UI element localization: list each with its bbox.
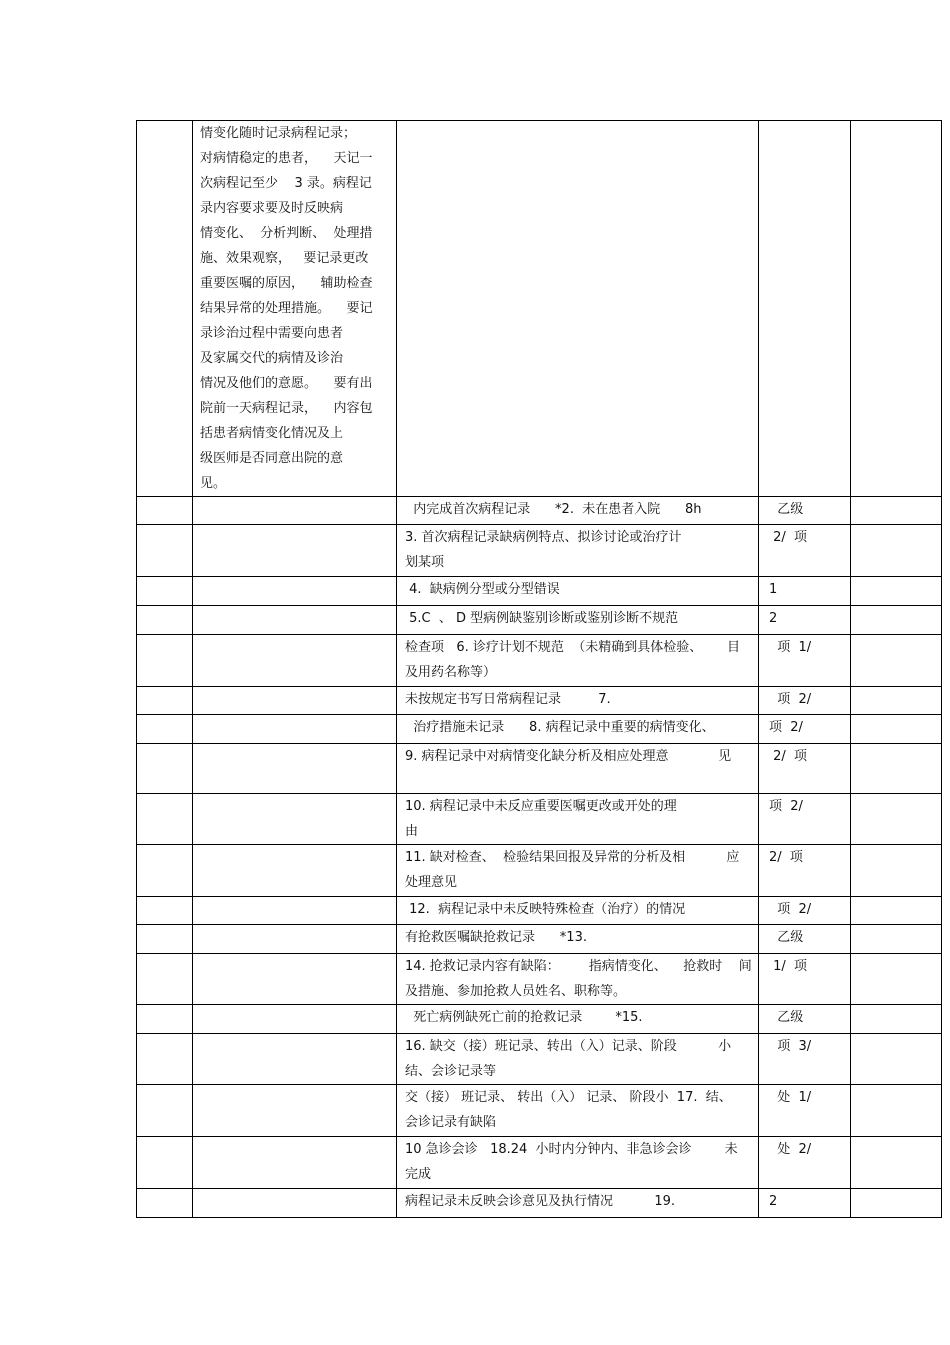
- standard-line: 次病程记至少 3 录。病程记: [200, 176, 372, 191]
- index-cell: [137, 577, 193, 606]
- score-cell: [759, 1034, 851, 1085]
- table-row: [137, 715, 942, 744]
- remark-cell: [851, 794, 942, 845]
- index-cell: [137, 744, 193, 794]
- item-text: 12. 病程记录中未反映特殊检查（治疗）的情况: [405, 902, 686, 917]
- assessment-table: [136, 120, 942, 1218]
- item-text: 3. 首次病程记录缺病例特点、拟诊讨论或治疗计: [405, 530, 682, 545]
- item-cell: [397, 715, 759, 744]
- standard-line: 情变化、 分析判断、 处理措: [200, 226, 373, 241]
- standard-cell: [193, 121, 397, 497]
- item-text: 病程记录未反映会诊意见及执行情况 19.: [405, 1194, 675, 1209]
- item-cell: [397, 794, 759, 845]
- standard-line: 情况及他们的意愿。 要有出: [200, 376, 373, 391]
- table-row: [137, 525, 942, 577]
- standard-line: 及家属交代的病情及诊治: [200, 351, 344, 366]
- score-text: 项 2/: [769, 902, 812, 917]
- standard-cell: [193, 897, 397, 925]
- score-text: 2: [769, 1194, 778, 1209]
- item-text: 及用药名称等）: [405, 665, 497, 680]
- score-text: 处 2/: [769, 1142, 812, 1157]
- standard-cell: [193, 1189, 397, 1218]
- score-text: 乙级: [769, 930, 804, 945]
- score-cell: [759, 577, 851, 606]
- item-text: 死亡病例缺死亡前的抢救记录 *15.: [405, 1010, 643, 1025]
- index-cell: [137, 1005, 193, 1034]
- standard-cell: [193, 577, 397, 606]
- score-cell: [759, 954, 851, 1005]
- standard-cell: [193, 845, 397, 897]
- index-cell: [137, 1034, 193, 1085]
- item-text: 5.C 、 D 型病例缺鉴别诊断或鉴别诊断不规范: [405, 611, 679, 626]
- index-cell: [137, 1189, 193, 1218]
- index-cell: [137, 1085, 193, 1137]
- remark-cell: [851, 1085, 942, 1137]
- item-text: 11. 缺对检查、 检验结果回报及异常的分析及相 应: [405, 850, 740, 865]
- item-cell: [397, 121, 759, 497]
- score-cell: [759, 635, 851, 687]
- table-row: [137, 897, 942, 925]
- item-text: 结、会诊记录等: [405, 1064, 497, 1079]
- index-cell: [137, 525, 193, 577]
- table-row: [137, 606, 942, 635]
- score-text: 2/ 项: [769, 850, 803, 865]
- table-row: [137, 635, 942, 687]
- item-text: 10 急诊会诊 18.24 小时内分钟内、非急诊会诊 未: [405, 1142, 738, 1157]
- item-text: 10. 病程记录中未反应重要医嘱更改或开处的理: [405, 799, 677, 814]
- standard-cell: [193, 1034, 397, 1085]
- score-cell: [759, 497, 851, 525]
- remark-cell: [851, 897, 942, 925]
- score-text: 2/ 项: [769, 530, 808, 545]
- remark-cell: [851, 687, 942, 715]
- standard-line: 结果异常的处理措施。 要记: [200, 301, 373, 316]
- index-cell: [137, 794, 193, 845]
- score-cell: [759, 121, 851, 497]
- standard-cell: [193, 1137, 397, 1189]
- item-cell: [397, 687, 759, 715]
- remark-cell: [851, 715, 942, 744]
- item-cell: [397, 925, 759, 954]
- score-cell: [759, 1085, 851, 1137]
- standard-cell: [193, 794, 397, 845]
- score-cell: [759, 1137, 851, 1189]
- score-cell: [759, 606, 851, 635]
- item-text: 有抢救医嘱缺抢救记录 *13.: [405, 930, 587, 945]
- standard-cell: [193, 1085, 397, 1137]
- score-cell: [759, 845, 851, 897]
- score-text: 1: [769, 582, 778, 597]
- item-text: 治疗措施未记录 8. 病程记录中重要的病情变化、: [405, 720, 715, 735]
- table-row: [137, 794, 942, 845]
- remark-cell: [851, 525, 942, 577]
- remark-cell: [851, 1189, 942, 1218]
- remark-cell: [851, 121, 942, 497]
- score-cell: [759, 687, 851, 715]
- standard-line: 院前一天病程记录， 内容包: [200, 401, 373, 416]
- remark-cell: [851, 1005, 942, 1034]
- item-text: 4. 缺病例分型或分型错误: [405, 582, 560, 597]
- remark-cell: [851, 497, 942, 525]
- table-row: [137, 1005, 942, 1034]
- index-cell: [137, 954, 193, 1005]
- score-cell: [759, 744, 851, 794]
- index-cell: [137, 497, 193, 525]
- standard-line: 录诊治过程中需要向患者: [200, 326, 344, 341]
- index-cell: [137, 121, 193, 497]
- item-text: 及措施、参加抢救人员姓名、职称等。: [405, 984, 627, 999]
- item-text: 9. 病程记录中对病情变化缺分析及相应处理意 见: [405, 749, 732, 764]
- item-text: 内完成首次病程记录 *2. 未在患者入院 8h: [405, 502, 702, 517]
- index-cell: [137, 925, 193, 954]
- standard-cell: [193, 744, 397, 794]
- item-text: 处理意见: [405, 875, 458, 890]
- score-cell: [759, 715, 851, 744]
- table-row: [137, 1034, 942, 1085]
- standard-cell: [193, 1005, 397, 1034]
- index-cell: [137, 635, 193, 687]
- standard-line: 重要医嘱的原因， 辅助检查: [200, 276, 373, 291]
- score-cell: [759, 925, 851, 954]
- standard-cell: [193, 715, 397, 744]
- standard-line: 录内容要求要及时反映病: [200, 201, 344, 216]
- item-text: 未按规定书写日常病程记录 7.: [405, 692, 611, 707]
- item-cell: [397, 1085, 759, 1137]
- score-text: 2: [769, 611, 778, 626]
- standard-line: 括患者病情变化情况及上: [200, 426, 344, 441]
- item-cell: [397, 606, 759, 635]
- standard-cell: [193, 687, 397, 715]
- standard-line: 对病情稳定的患者， 天记一: [200, 151, 373, 166]
- item-text: 检查项 6. 诊疗计划不规范 （未精确到具体检验、 目: [405, 640, 740, 655]
- standard-cell: [193, 525, 397, 577]
- remark-cell: [851, 635, 942, 687]
- remark-cell: [851, 925, 942, 954]
- item-cell: [397, 1137, 759, 1189]
- standard-cell: [193, 925, 397, 954]
- item-cell: [397, 1005, 759, 1034]
- item-cell: [397, 635, 759, 687]
- index-cell: [137, 687, 193, 715]
- score-text: 项 2/: [769, 720, 803, 735]
- standard-line: 施、效果观察， 要记录更改: [200, 251, 369, 266]
- score-text: 乙级: [769, 1010, 804, 1025]
- standard-cell: [193, 954, 397, 1005]
- item-cell: [397, 1034, 759, 1085]
- table-row: [137, 845, 942, 897]
- table-row: [137, 925, 942, 954]
- score-cell: [759, 1189, 851, 1218]
- score-text: 项 1/: [769, 640, 812, 655]
- item-text: 会诊记录有缺陷: [405, 1115, 497, 1130]
- standard-line: 级医师是否同意出院的意: [200, 451, 344, 466]
- score-text: 项 3/: [769, 1039, 812, 1054]
- item-text: 划某项: [405, 555, 445, 570]
- item-text: 由: [405, 824, 419, 839]
- index-cell: [137, 1137, 193, 1189]
- item-cell: [397, 897, 759, 925]
- score-text: 项 2/: [769, 799, 803, 814]
- table-row: [137, 1189, 942, 1218]
- table-row: [137, 497, 942, 525]
- item-text: 交（接） 班记录、 转出（入） 记录、 阶段小 17. 结、: [405, 1090, 732, 1105]
- item-cell: [397, 1189, 759, 1218]
- standard-cell: [193, 497, 397, 525]
- score-text: 处 1/: [769, 1090, 812, 1105]
- item-cell: [397, 497, 759, 525]
- item-cell: [397, 577, 759, 606]
- remark-cell: [851, 845, 942, 897]
- score-text: 2/ 项: [769, 749, 808, 764]
- table-row: [137, 577, 942, 606]
- item-cell: [397, 845, 759, 897]
- table-row: [137, 1137, 942, 1189]
- item-cell: [397, 525, 759, 577]
- remark-cell: [851, 606, 942, 635]
- index-cell: [137, 606, 193, 635]
- score-text: 1/ 项: [769, 959, 808, 974]
- score-text: 项 2/: [769, 692, 812, 707]
- assessment-table-body: [137, 121, 942, 1218]
- remark-cell: [851, 744, 942, 794]
- score-text: 乙级: [769, 502, 804, 517]
- table-row: [137, 687, 942, 715]
- score-cell: [759, 1005, 851, 1034]
- remark-cell: [851, 1137, 942, 1189]
- score-cell: [759, 525, 851, 577]
- table-row: [137, 954, 942, 1005]
- table-row: [137, 1085, 942, 1137]
- index-cell: [137, 845, 193, 897]
- table-row: [137, 744, 942, 794]
- standard-line: 情变化随时记录病程记录；: [200, 126, 357, 141]
- score-cell: [759, 794, 851, 845]
- standard-line: 见。: [200, 476, 227, 491]
- item-cell: [397, 954, 759, 1005]
- remark-cell: [851, 954, 942, 1005]
- index-cell: [137, 897, 193, 925]
- standard-cell: [193, 635, 397, 687]
- remark-cell: [851, 577, 942, 606]
- item-text: 16. 缺交（接）班记录、转出（入）记录、阶段 小: [405, 1039, 732, 1054]
- score-cell: [759, 897, 851, 925]
- item-text: 14. 抢救记录内容有缺陷： 指病情变化、 抢救时 间: [405, 959, 752, 974]
- item-text: 完成: [405, 1167, 432, 1182]
- table-row: [137, 121, 942, 497]
- item-cell: [397, 744, 759, 794]
- standard-cell: [193, 606, 397, 635]
- remark-cell: [851, 1034, 942, 1085]
- index-cell: [137, 715, 193, 744]
